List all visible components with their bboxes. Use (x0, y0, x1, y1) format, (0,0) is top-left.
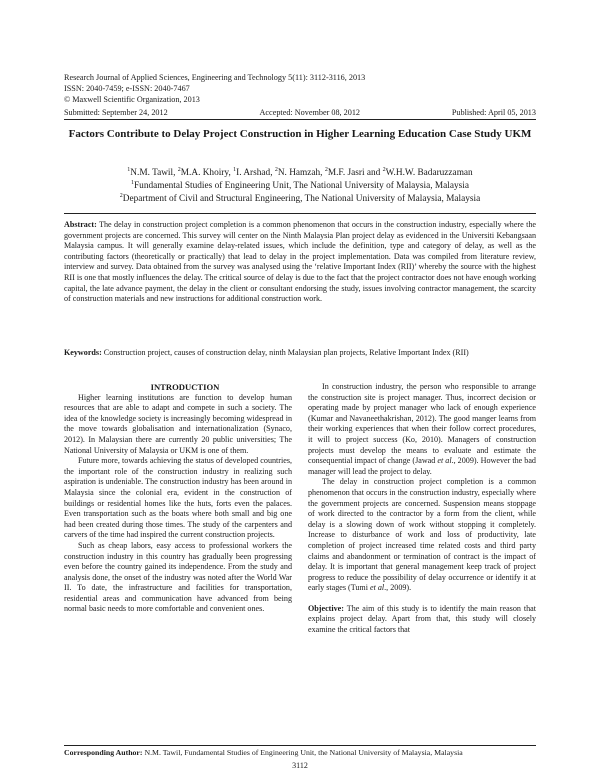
abstract-text: The delay in construction project completion is a common phenomenon that occurs in the construction industry, especially where the government projects are concerned. This survey will center on the Ninth Malaysia Plan project delay as evidenced in the Universiti Kebangsaan Malaysia campus. It will generally examine delay-related issues, which include the definition, type and category of delay, as well as the contributing factors (theoretically or practically) that lead to delay in the project implementation. Data was compiled from literature review, interview and survey. Data obtained from the survey was analysed using the ‘relative Important Index (RII)’ whereby the source with the highest RII is one that mostly influences the delay. The critical source of delay is due to the fact that the project contractor does not have enough working capital, the late advance payment, the delay in the client or consultant endorsing the study, issues involving contractor management, the scarcity of construction materials and new instructions for additional construction work. (64, 220, 536, 304)
author-2: M.A. Khoiry, (180, 168, 234, 178)
intro-paragraph-2: Future more, towards achieving the status of developed countries, the important role of the construction industry in realizing such aspiration is undeniable. The construction industry has been around in Malaysia since the colonial era, evident in the construction of buildings or residential homes like the huts, forts even the palaces. Even transportation such as the boats where both small and big one had been created during those times. The study of the carpenters and carvers of the time had inspired the current construction projects. (64, 456, 292, 540)
corresponding-author: Corresponding Author: N.M. Tawil, Fundamental Studies of Engineering Unit, the National University of Malaysia, Malaysia (64, 748, 463, 757)
intro-paragraph-3: Such as cheap labors, easy access to professional workers the construction industry in this country has gradually been progressing even before the country gained its independence. From the study and analysis done, the onset of the industry was noted after the World War II. To date, the infrastructure and facilities for transportation, residential areas and communication have advanced from being normal basic needs to more comfortable and convenient ones. (64, 540, 292, 614)
keywords (64, 348, 536, 359)
abstract-rule (64, 213, 536, 214)
right-column (308, 382, 536, 636)
left-column (64, 382, 292, 615)
published-date: Published: April 05, 2013 (451, 108, 536, 117)
right-paragraph-1: In construction industry, the person who responsible to arrange the construction site is project manager. Thus, incorrect decision or operating made by project manager who lack of enough experience (Kumar and Navaneethakrishan, 2012). The good manger learns from their working experiences that when their follow correct procedures, it will to project success (Ko, 2010). Managers of construction projects must develop the means to evaluate and estimate the consequential impact of change (Jawad et al., 2009). However the bad manager will lead the project to delay. (308, 382, 536, 476)
copyright: © Maxwell Scientific Organization, 2013 (64, 95, 200, 104)
keywords-label: Keywords: (64, 348, 102, 357)
objective-label: Objective: (308, 603, 344, 613)
keywords-text: Construction project, causes of construction delay, ninth Malaysian plan projects, Relative Important Index (RII) (101, 348, 469, 357)
author-5: M.F. Jasri and (327, 168, 383, 178)
footer-rule (64, 745, 536, 746)
corresponding-author-label: Corresponding Author: (64, 748, 143, 757)
section-heading-introduction: INTRODUCTION (150, 382, 220, 392)
issn: ISSN: 2040-7459; e-ISSN: 2040-7467 (64, 84, 190, 93)
author-list: $^1$N.M. Tawil, $^2$M.A. Khoiry, $^1$I. Arshad, $^2$N. Hamzah, $^2$M.F. Jasri and $^2$W.H.W. Badaruzzaman (127, 166, 473, 178)
author-3: I. Arshad, (236, 168, 275, 178)
abstract (64, 220, 536, 305)
abstract-label: Abstract: (64, 220, 97, 229)
page-number: 3112 (292, 761, 308, 770)
submitted-date: Submitted: September 24, 2012 (64, 108, 168, 117)
author-6: W.H.W. Badaruzzaman (385, 168, 473, 178)
journal-citation: Research Journal of Applied Sciences, Engineering and Technology 5(11): 3112-3116, 2013 (64, 73, 366, 82)
right-paragraph-2: The delay in construction project completion is a common phenomenon that occurs in the construction industry, especially where the government projects are concerned. Suspension means stoppage of work directed to the contractor by a form from the client, while delay is a slowing down of work without stopping it completely. Increase to disturbance of work and loss of productivity, late completion of project increased time related costs and third party claims and abandonment or termination of contract is the impact of delay. It is important that general management keep track of project progress to reduce the possibility of delay occurrence or identify it at early stages (Tumi et al., 2009). (308, 477, 536, 593)
author-1: N.M. Tawil, (130, 168, 178, 178)
accepted-date: Accepted: November 08, 2012 (259, 108, 361, 117)
intro-paragraph-1: Higher learning institutions are function to develop human resources that are able to adapt and compete in such a society. The idea of the knowledge society is increasingly becoming widespread in the move towards globalisation and internationalization (Synaco, 2012). In Malaysian there are currently 20 public universities; The National University of Malaysia or UKM is one of them. (64, 392, 292, 455)
affiliation-1: $^1$Fundamental Studies of Engineering Unit, The National University of Malaysia, Malaysia (131, 179, 469, 191)
paper-title: Factors Contribute to Delay Project Construction in Higher Learning Education Case Study UKM (68, 128, 532, 140)
author-4: N. Hamzah, (277, 168, 325, 178)
header-rule (64, 119, 536, 120)
dates-row (64, 108, 536, 117)
affiliation-2: $^2$Department of Civil and Structural Engineering, The National University of Malaysia, Malaysia (119, 192, 481, 204)
objective-paragraph: Objective: The aim of this study is to identify the main reason that explains project delay. Apart from that, this study will closely examine the critical factors that (308, 603, 536, 635)
